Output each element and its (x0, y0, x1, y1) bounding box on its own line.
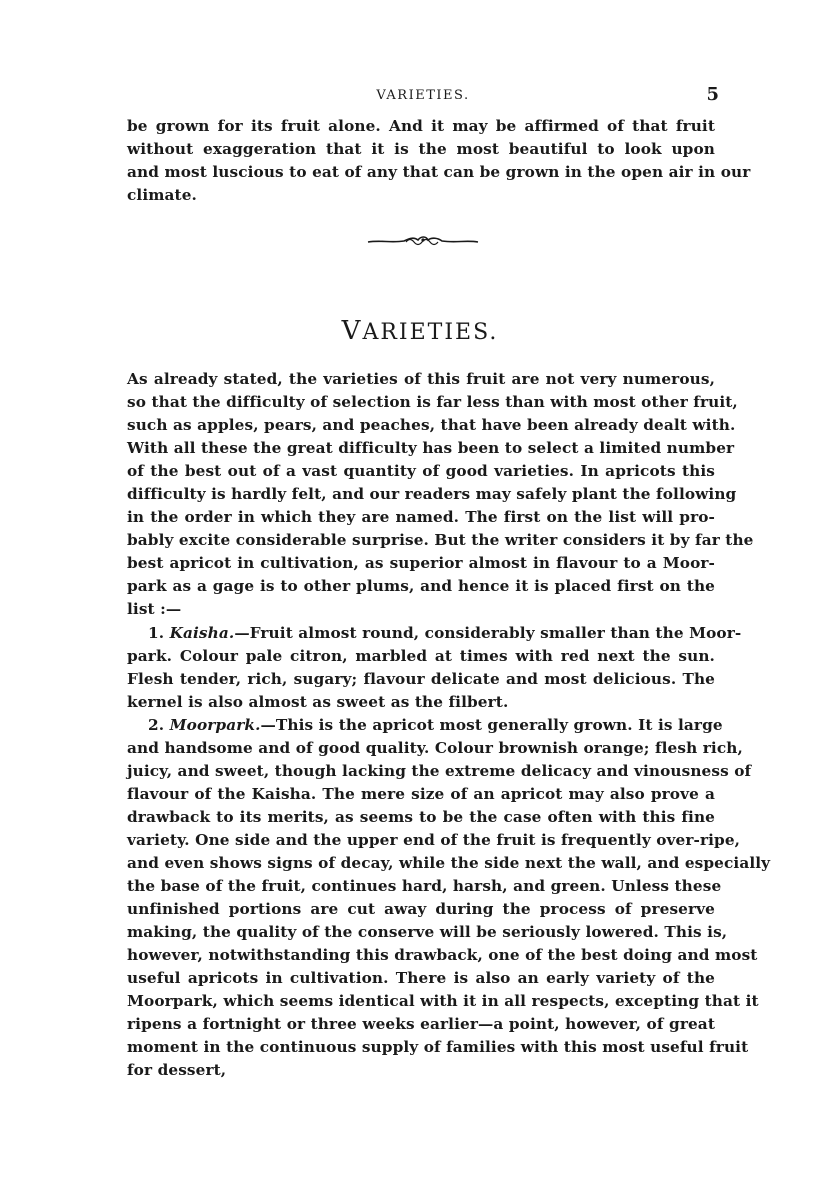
text-line: without exaggeration that it is the most beautiful to look upon (127, 140, 715, 158)
ornament-divider-icon (366, 234, 480, 248)
text-line: best apricot in cultivation, as superior almost in flavour to a Moor- (127, 554, 715, 572)
text-line: and even shows signs of decay, while the side next the wall, and especially (127, 854, 771, 872)
heading-rest: ARIETIES. (362, 320, 499, 345)
text-line: for dessert, (127, 1061, 227, 1079)
text-line: With all these the great difficulty has been to select a limited number (127, 439, 735, 457)
text-line: however, notwithstanding this drawback, one of the best doing and most (127, 946, 758, 964)
text-line: juicy, and sweet, though lacking the extreme delicacy and vinousness of (127, 762, 752, 780)
section-heading (0, 316, 840, 346)
text-line: park. Colour pale citron, marbled at times with red next the sun. (127, 647, 715, 665)
text-line: kernel is also almost as sweet as the filbert. (127, 693, 509, 711)
text-line: drawback to its merits, as seems to be the case often with this fine (127, 808, 715, 826)
text-line: As already stated, the varieties of this fruit are not very numerous, (127, 370, 715, 388)
text-line: moment in the continuous supply of families with this most useful fruit (127, 1038, 749, 1056)
text-line: ripens a fortnight or three weeks earlier—a point, however, of great (127, 1015, 715, 1033)
variety-name: Kaisha. (169, 624, 235, 642)
text-line: in the order in which they are named. The first on the list will pro- (127, 508, 715, 526)
text-line: list :— (127, 600, 182, 618)
text-line: so that the difficulty of selection is far less than with most other fruit, (127, 393, 738, 411)
text-line: of the best out of a vast quantity of good varieties. In apricots this (127, 462, 715, 480)
text-line: variety. One side and the upper end of the fruit is frequently over-ripe, (127, 831, 741, 849)
list-item-kaisha (148, 622, 742, 646)
text-line: climate. (127, 186, 197, 204)
text-line: the base of the fruit, continues hard, harsh, and green. Unless these (127, 877, 722, 895)
text-line: and most luscious to eat of any that can be grown in the open air in our (127, 163, 751, 181)
variety-name: Moorpark. (169, 716, 261, 734)
text-line: be grown for its fruit alone. And it may be affirmed of that fruit (127, 117, 715, 135)
text-line: such as apples, pears, and peaches, that have been already dealt with. (127, 416, 736, 434)
text-line: flavour of the Kaisha. The mere size of an apricot may also prove a (127, 785, 715, 803)
text-line: Moorpark, which seems identical with it in all respects, excepting that it (127, 992, 759, 1010)
page-number: 5 (706, 84, 719, 105)
text-line: park as a gage is to other plums, and hence it is placed first on the (127, 577, 715, 595)
item-number: 1. (148, 624, 165, 642)
item-number: 2. (148, 716, 165, 734)
text-line: difficulty is hardly felt, and our readers may safely plant the following (127, 485, 737, 503)
heading-initial: V (341, 316, 363, 346)
text-line: unfinished portions are cut away during the process of preserve (127, 900, 715, 918)
running-title: VARIETIES. (376, 88, 470, 103)
item-text: —This is the apricot most generally grown. It is large (260, 716, 723, 734)
list-item-moorpark (148, 714, 723, 738)
text-line: Flesh tender, rich, sugary; flavour delicate and most delicious. The (127, 670, 715, 688)
text-line: bably excite considerable surprise. But the writer considers it by far the (127, 531, 754, 549)
item-text: —Fruit almost round, considerably smaller than the Moor- (234, 624, 742, 642)
text-line: and handsome and of good quality. Colour brownish orange; flesh rich, (127, 739, 743, 757)
text-line: useful apricots in cultivation. There is also an early variety of the (127, 969, 715, 987)
text-line: making, the quality of the conserve will be seriously lowered. This is, (127, 923, 728, 941)
running-head (127, 86, 719, 108)
